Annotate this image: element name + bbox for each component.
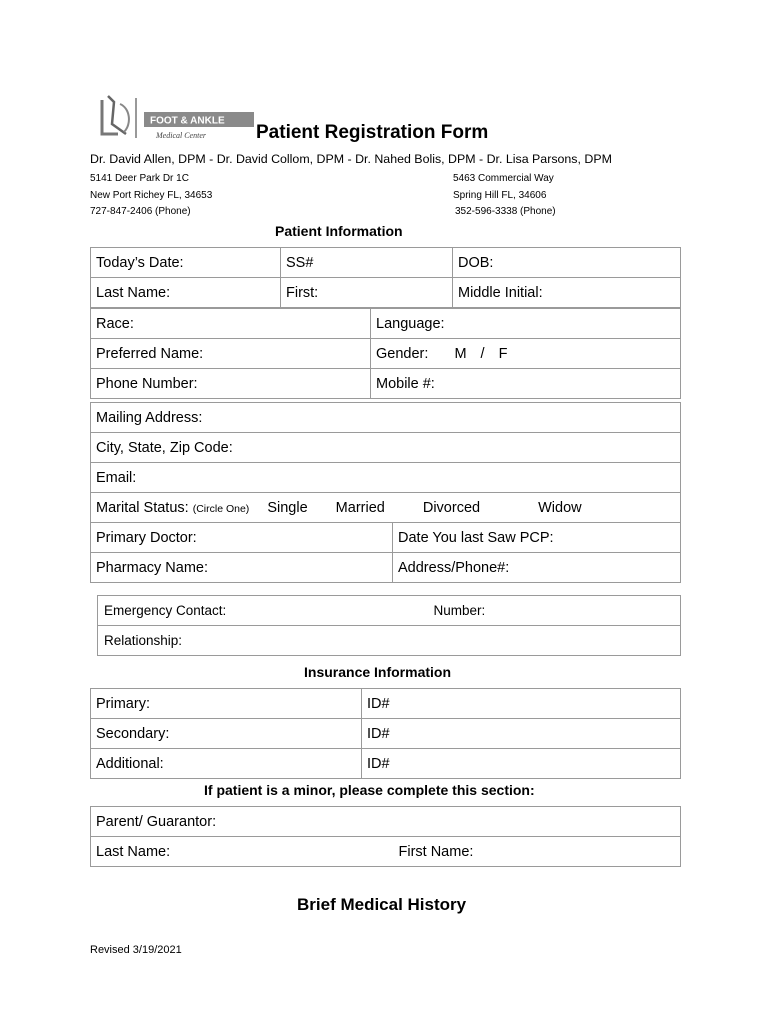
- table-row: [91, 807, 681, 837]
- doctor-list: Dr. David Allen, DPM - Dr. David Collom, DPM - Dr. Nahed Bolis, DPM - Dr. Lisa Parsons, DPM: [90, 152, 612, 166]
- table-row: [91, 837, 681, 867]
- phone-number-field[interactable]: Phone Number:: [91, 369, 371, 399]
- race-field[interactable]: Race:: [91, 309, 371, 339]
- marital-option-single[interactable]: Single: [267, 499, 308, 516]
- middle-initial-field[interactable]: Middle Initial:: [453, 278, 681, 308]
- relationship-field[interactable]: Relationship:: [98, 626, 681, 656]
- office-left-street: 5141 Deer Park Dr 1C: [90, 173, 189, 184]
- last-name-field[interactable]: Last Name:: [91, 278, 281, 308]
- language-field[interactable]: Language:: [371, 309, 681, 339]
- patient-info-heading: Patient Information: [275, 223, 403, 239]
- table-row: [91, 493, 681, 523]
- insurance-additional-field[interactable]: Additional:: [91, 749, 362, 779]
- marital-status-field: [91, 493, 681, 523]
- primary-doctor-field[interactable]: Primary Doctor:: [91, 523, 393, 553]
- office-left-city: New Port Richey FL, 34653: [90, 189, 213, 201]
- minor-section-heading: If patient is a minor, please complete this section:: [204, 782, 535, 798]
- first-name-field[interactable]: First:: [281, 278, 453, 308]
- insurance-secondary-id-field[interactable]: ID#: [362, 719, 681, 749]
- logo-line1: FOOT & ANKLE: [150, 115, 225, 127]
- marital-option-married[interactable]: Married: [335, 499, 385, 516]
- clinic-logo: [98, 94, 258, 142]
- preferred-name-field[interactable]: Preferred Name:: [91, 339, 371, 369]
- address-table: [90, 402, 681, 583]
- gender-label: Gender:: [376, 345, 429, 362]
- pharmacy-address-phone-field[interactable]: Address/Phone#:: [393, 553, 681, 583]
- table-row: [91, 248, 681, 278]
- emergency-table: [97, 595, 681, 656]
- guarantor-last-name-field[interactable]: Last Name:: [91, 837, 394, 867]
- table-row: [91, 553, 681, 583]
- insurance-primary-field[interactable]: Primary:: [91, 689, 362, 719]
- dob-field[interactable]: DOB:: [453, 248, 681, 278]
- guarantor-first-name-field[interactable]: First Name:: [394, 837, 681, 867]
- insurance-heading: Insurance Information: [304, 664, 452, 680]
- office-address-right: [453, 171, 556, 221]
- pharmacy-name-field[interactable]: Pharmacy Name:: [91, 553, 393, 583]
- emergency-number-label: Number:: [433, 603, 486, 618]
- patient-info-table-2: [90, 308, 681, 399]
- office-right-phone: 352-596-3338 (Phone): [455, 206, 556, 217]
- parent-guarantor-field[interactable]: Parent/ Guarantor:: [91, 807, 681, 837]
- city-state-zip-field[interactable]: City, State, Zip Code:: [91, 433, 681, 463]
- table-row: [91, 403, 681, 433]
- table-row: [91, 523, 681, 553]
- circle-one-note: (Circle One): [192, 502, 250, 515]
- office-left-phone: 727-847-2406 (Phone): [90, 206, 191, 217]
- office-address-left: [90, 171, 212, 221]
- emergency-contact-field[interactable]: [98, 596, 681, 626]
- minor-table: [90, 806, 681, 867]
- table-row: [91, 719, 681, 749]
- table-row: [91, 339, 681, 369]
- table-row: [91, 433, 681, 463]
- mobile-field[interactable]: Mobile #:: [371, 369, 681, 399]
- insurance-primary-id-field[interactable]: ID#: [362, 689, 681, 719]
- revised-date: Revised 3/19/2021: [90, 944, 182, 956]
- medical-history-heading: Brief Medical History: [297, 895, 467, 914]
- table-row: [98, 626, 681, 656]
- ss-field[interactable]: SS#: [281, 248, 453, 278]
- logo-line2: Medical Center: [156, 131, 206, 140]
- insurance-table: [90, 688, 681, 779]
- table-row: [91, 463, 681, 493]
- marital-option-divorced[interactable]: Divorced: [422, 499, 481, 516]
- office-right-street: 5463 Commercial Way: [453, 173, 554, 184]
- table-row: [91, 749, 681, 779]
- insurance-secondary-field[interactable]: Secondary:: [91, 719, 362, 749]
- emergency-contact-label: Emergency Contact:: [104, 603, 227, 618]
- table-row: [91, 309, 681, 339]
- table-row: [91, 278, 681, 308]
- gender-field[interactable]: [371, 339, 681, 369]
- marital-option-widow[interactable]: Widow: [538, 499, 582, 516]
- patient-info-table: [90, 247, 681, 308]
- table-row: [91, 369, 681, 399]
- email-field[interactable]: Email:: [91, 463, 681, 493]
- office-right-city: Spring Hill FL, 34606: [453, 189, 547, 201]
- table-row: [98, 596, 681, 626]
- gender-options[interactable]: M / F: [454, 345, 508, 362]
- marital-status-label: Marital Status:: [96, 499, 189, 516]
- form-title: Patient Registration Form: [256, 122, 489, 143]
- insurance-additional-id-field[interactable]: ID#: [362, 749, 681, 779]
- todays-date-field[interactable]: Today’s Date:: [91, 248, 281, 278]
- mailing-address-field[interactable]: Mailing Address:: [91, 403, 681, 433]
- table-row: [91, 689, 681, 719]
- foot-logo-graphic: [98, 94, 258, 142]
- date-last-saw-pcp-field[interactable]: Date You last Saw PCP:: [393, 523, 681, 553]
